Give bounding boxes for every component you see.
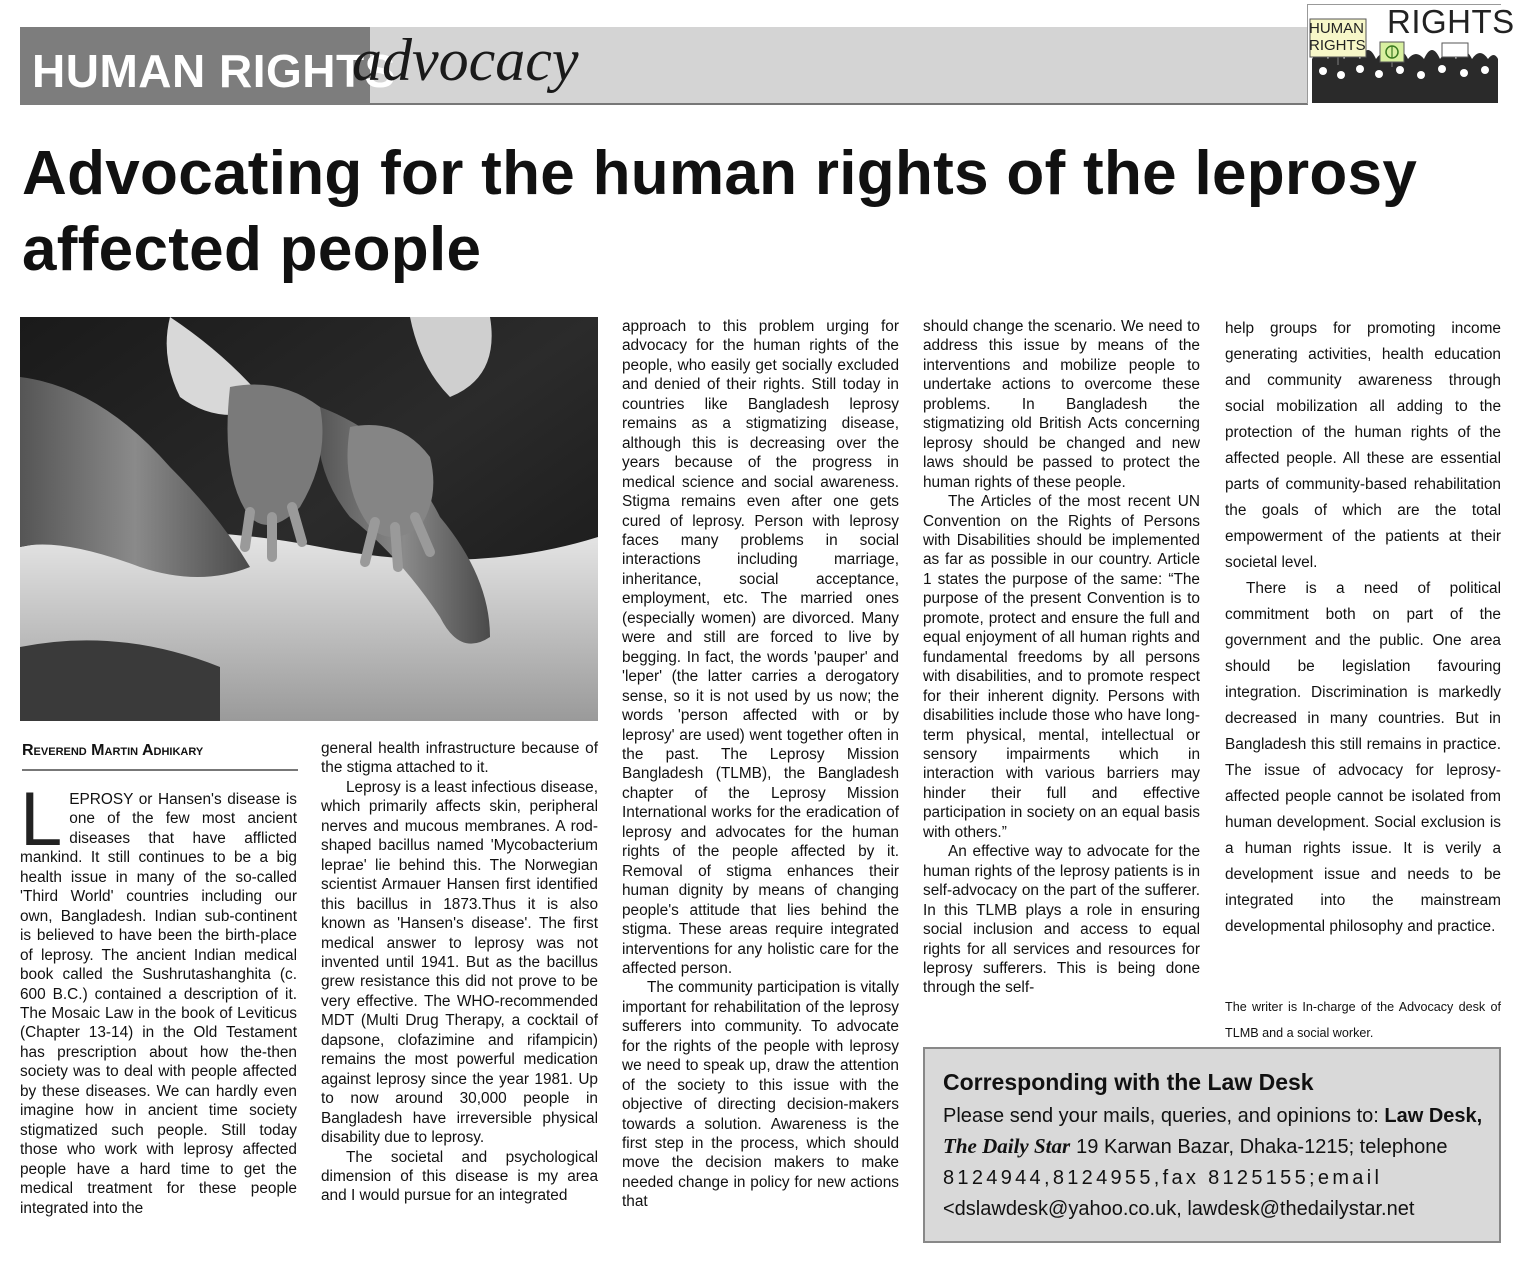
paragraph: general health infrastructure because of the stigma attached to it. (321, 740, 598, 777)
drop-cap: L (20, 777, 63, 862)
paragraph: Leprosy is a least infectious disease, which primarily affects skin, peripheral nerves and mucous membranes. A rod-shaped bacillus named 'Mycobacterium leprae' lie behind this. The Norwegian scientist Armauer Hansen first identified this bacillus in 1873.Thus it is also known as 'Hansen's disease'. The first medical answer to leprosy was not invented until 1941. But as the bacillus grew resistance this did not prove to be very effective. The WHO-recommended MDT (Multi Drug Therapy, a cocktail of dapsone, clofazimine and rifampicin) remains the most powerful medication against leprosy since the year 1981. Up to now around 30,000 people in Bangladesh have irreversible physical disability due to leprosy. (321, 778, 598, 1147)
paragraph: help groups for promoting income generating activities, health education and community awareness through social mobilization all adding to the protection of the human rights of the affected people. All these are essential parts of community-based rehabilitation the goals of which are the total empowerment of the patients at their societal level. (1225, 320, 1501, 571)
paragraph: The community participation is vitally important for rehabilitation of the leprosy sufferers into community. To advocate for the rights of the people with leprosy we need to speak up, draw the attention of the society to this issue with the objective of directing decision-makers towards a solution. Awareness is the first step in the process, which should move the decision makers to make needed change in policy for new actions that (622, 979, 899, 1211)
logo-big-text: RIGHTS (1387, 3, 1515, 40)
byline (22, 742, 298, 771)
paragraph: approach to this problem urging for advocacy for the human rights of the people, who easily get socially excluded and denied of their rights. Still today in countries like Bangladesh leprosy remains as a stigmatizing disease, although this is decreasing over the years because of the progress in medical science and social awareness. Stigma remains even after one gets cured of leprosy. Person with leprosy faces many problems in social interactions including marriage, inheritance, social acceptance, employment, etc. The married ones (especially women) are divorced. Many were and still are forced to live by begging. In fact, the words 'pauper' and 'leper' (the latter carries a derogatory sense, so it is not used by us now; the words 'person affected with or by leprosy' are used) went together often in the past. The Leprosy Mission Bangladesh (TLMB), the Bangladesh chapter of the Leprosy Mission International works for the eradication of leprosy and advocates for the human rights of the people affected by it. Removal of stigma enhances their human dignity by means of changing people's attitude that lies behind the stigma. These areas require integrated interventions for any holistic care for the affected person. (622, 318, 899, 977)
article-column-2 (321, 739, 598, 1206)
section-title-block (20, 27, 396, 105)
law-desk-label: Law Desk, (1384, 1105, 1483, 1127)
paragraph: The societal and psychological dimension of this disease is my area and I would pursue for an integrated (321, 1148, 598, 1205)
daily-star-masthead: The Daily Star (943, 1134, 1071, 1158)
paragraph: should change the scenario. We need to address this issue by means of the interventions and mobilize people to undertake actions to overcome these problems. In Bangladesh the stigmatizing old British Acts concerning leprosy should be changed and new laws should be passed to protect the human rights of these people. (923, 318, 1200, 491)
author-name: Reverend Martin Adhikary (22, 742, 204, 759)
human-rights-logo (1307, 3, 1515, 104)
photo-icon (20, 317, 598, 721)
law-desk-box (923, 1047, 1501, 1243)
section-subtitle: advocacy (352, 27, 579, 93)
article-column-1 (20, 777, 297, 1218)
law-desk-text (943, 1101, 1488, 1225)
law-desk-title: Corresponding with the Law Desk (943, 1069, 1314, 1095)
article-column-3 (622, 317, 899, 1212)
section-title: HUMAN RIGHTS (32, 45, 396, 97)
law-desk-line: The Daily Star 19 Karwan Bazar, Dhaka-1215; telephone (943, 1134, 1448, 1158)
logo-small-text: HUMAN RIGHTS (1309, 20, 1366, 54)
law-desk-line: Please send your mails, queries, and opinions to: Law Desk, (943, 1105, 1483, 1127)
law-desk-contact-numbers: 8124944,8124955,fax 8125155;email (943, 1167, 1383, 1189)
paragraph: LEPROSY or Hansen's disease is one of the few most ancient diseases that have afflicted mankind. It still continues to be a big health issue in many of the so-called 'Third World' countries including our own, Bangladesh. Indian sub-continent is believed to have been the birth-place of leprosy. The ancient Indian medical book called the Sushrutashanghita (c. 600 B.C.) contained a description of it. The Mosaic Law in the book of Leviticus (Chapter 13-14) in the Old Testament has prescription about how the-then society was to deal with people affected by these diseases. We can hardly even imagine how in ancient time society stigmatized such people. Still today those who work with leprosy affected people have a hard time to get the medical treatment for these people integrated into the (20, 777, 297, 1217)
paragraph: An effective way to advocate for the human rights of the leprosy patients is in self-advocacy on the part of the sufferer. In this TLMB plays a role in ensuring social inclusion and access to equal rights for all services and resources for leprosy sufferers. This is being done through the self- (923, 843, 1200, 997)
author-footnote: The writer is In-charge of the Advocacy desk of TLMB and a social worker. (1225, 1000, 1501, 1040)
paragraph: The Articles of the most recent UN Convention on the Rights of Persons with Disabilities should be implemented as far as possible in our country. Article 1 states the purpose of the same: “The purpose of the present Convention is to promote, protect and ensure the full and equal enjoyment of all human rights and fundamental freedoms by all persons with disabilities, and to promote respect for their inherent dignity. Persons with disabilities include those who have long-term physical, mental, intellectual or sensory impairments which in interaction with various barriers may hinder their full and effective participation in society on an equal basis with others.” (923, 493, 1200, 841)
article-headline: Advocating for the human rights of the leprosy affected people (22, 139, 1418, 284)
paragraph: There is a need of political commitment both on part of the government and the public. One area should be legislation favouring integration. Discrimination is markedly decreased in many countries. But in Bangladesh this still remains in practice. The issue of advocacy for leprosy-affected people cannot be isolated from human development. Social exclusion is a human rights issue. It is verily a development issue and needs to be integrated into the mainstream developmental philosophy and practice. (1225, 580, 1501, 935)
article-column-5 (1225, 316, 1501, 940)
law-desk-email-links[interactable]: <dslawdesk@yahoo.co.uk, lawdesk@thedailystar.net (943, 1198, 1415, 1220)
article-column-4 (923, 317, 1200, 998)
article-photo (20, 317, 598, 721)
